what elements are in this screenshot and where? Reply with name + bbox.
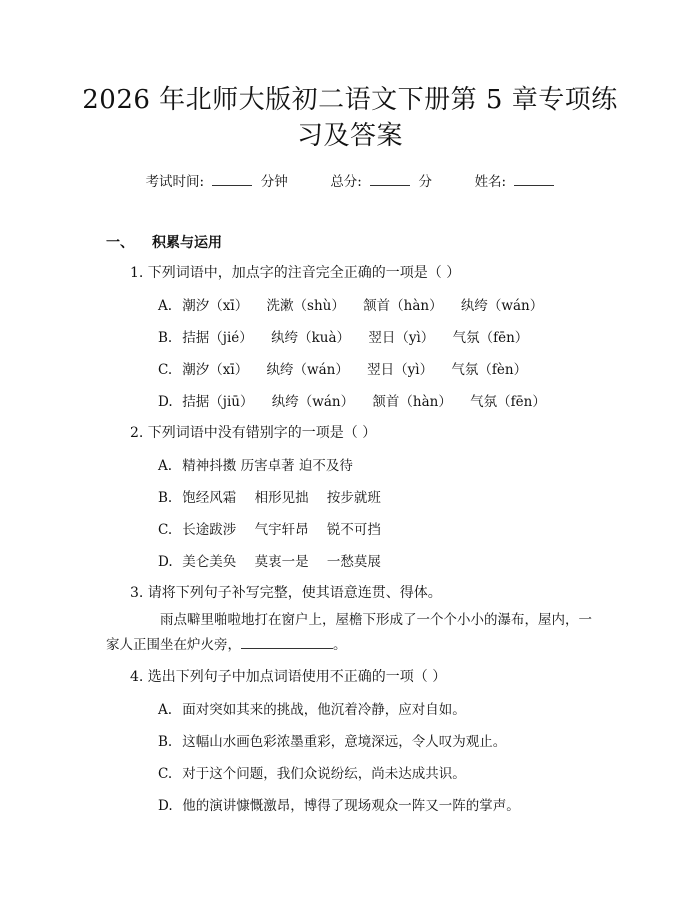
score-label: 总分:: [330, 174, 362, 190]
q1-option-c[interactable]: C. 潮汐（xī） 纨绔（wán） 翌日（yì） 气氛（fèn）: [158, 362, 528, 378]
exam-info-row: [0, 170, 700, 190]
name-label: 姓名:: [474, 174, 507, 190]
section-number: 一、: [106, 235, 134, 251]
title-line-1: 2026 年北师大版初二语文下册第 5 章专项练: [82, 85, 618, 115]
section-heading: [106, 232, 222, 252]
document-title: [60, 82, 640, 154]
name-blank[interactable]: [514, 173, 554, 186]
score-blank[interactable]: [370, 173, 410, 186]
q1-option-a[interactable]: A. 潮汐（xī） 洗漱（shù） 颔首（hàn） 纨绔（wán）: [158, 298, 544, 314]
q1-option-d[interactable]: D. 拮据（jiū） 纨绔（wán） 颔首（hàn） 气氛（fēn）: [158, 394, 546, 410]
question-4: 4. 选出下列句子中加点词语使用不正确的一项（ ）: [130, 669, 447, 685]
question-1: 1. 下列词语中，加点字的注音完全正确的一项是（ ）: [130, 265, 461, 281]
q2-option-b[interactable]: B. 饱经风霜 相形见拙 按步就班: [158, 490, 381, 506]
time-blank[interactable]: [212, 173, 252, 186]
q1-option-b[interactable]: B. 拮据（jié） 纨绔（kuà） 翌日（yì） 气氛（fēn）: [158, 330, 529, 346]
title-line-2: 习及答案: [296, 121, 403, 151]
time-label: 考试时间:: [145, 174, 205, 190]
score-unit: 分: [418, 174, 432, 190]
section-title: 积累与运用: [152, 235, 222, 251]
question-2: 2. 下列词语中没有错别字的一项是（ ）: [130, 425, 377, 441]
q3-answer-blank[interactable]: [241, 636, 333, 649]
q2-option-c[interactable]: C. 长途跋涉 气宇轩昂 锐不可挡: [158, 522, 381, 538]
q4-option-d[interactable]: D. 他的演讲慷慨激昂，博得了现场观众一阵又一阵的掌声。: [158, 798, 520, 814]
q4-option-a[interactable]: A. 面对突如其来的挑战，他沉着冷静，应对自如。: [158, 702, 466, 718]
q4-option-b[interactable]: B. 这幅山水画色彩浓墨重彩，意境深远，令人叹为观止。: [158, 734, 507, 750]
q3-paragraph: 雨点噼里啪啦地打在窗户上，屋檐下形成了一个个小小的瀑布，屋内，一家人正围坐在炉火旁， 。: [106, 612, 592, 653]
q2-option-a[interactable]: A. 精神抖擞 历害卓著 迫不及待: [158, 458, 353, 474]
q2-option-d[interactable]: D. 美仑美奂 莫衷一是 一愁莫展: [158, 554, 381, 570]
question-3: 3. 请将下列句子补写完整，使其语意连贯、得体。: [130, 585, 442, 601]
time-unit: 分钟: [260, 174, 288, 190]
q4-option-c[interactable]: C. 对于这个问题，我们众说纷纭，尚未达成共识。: [158, 766, 466, 782]
